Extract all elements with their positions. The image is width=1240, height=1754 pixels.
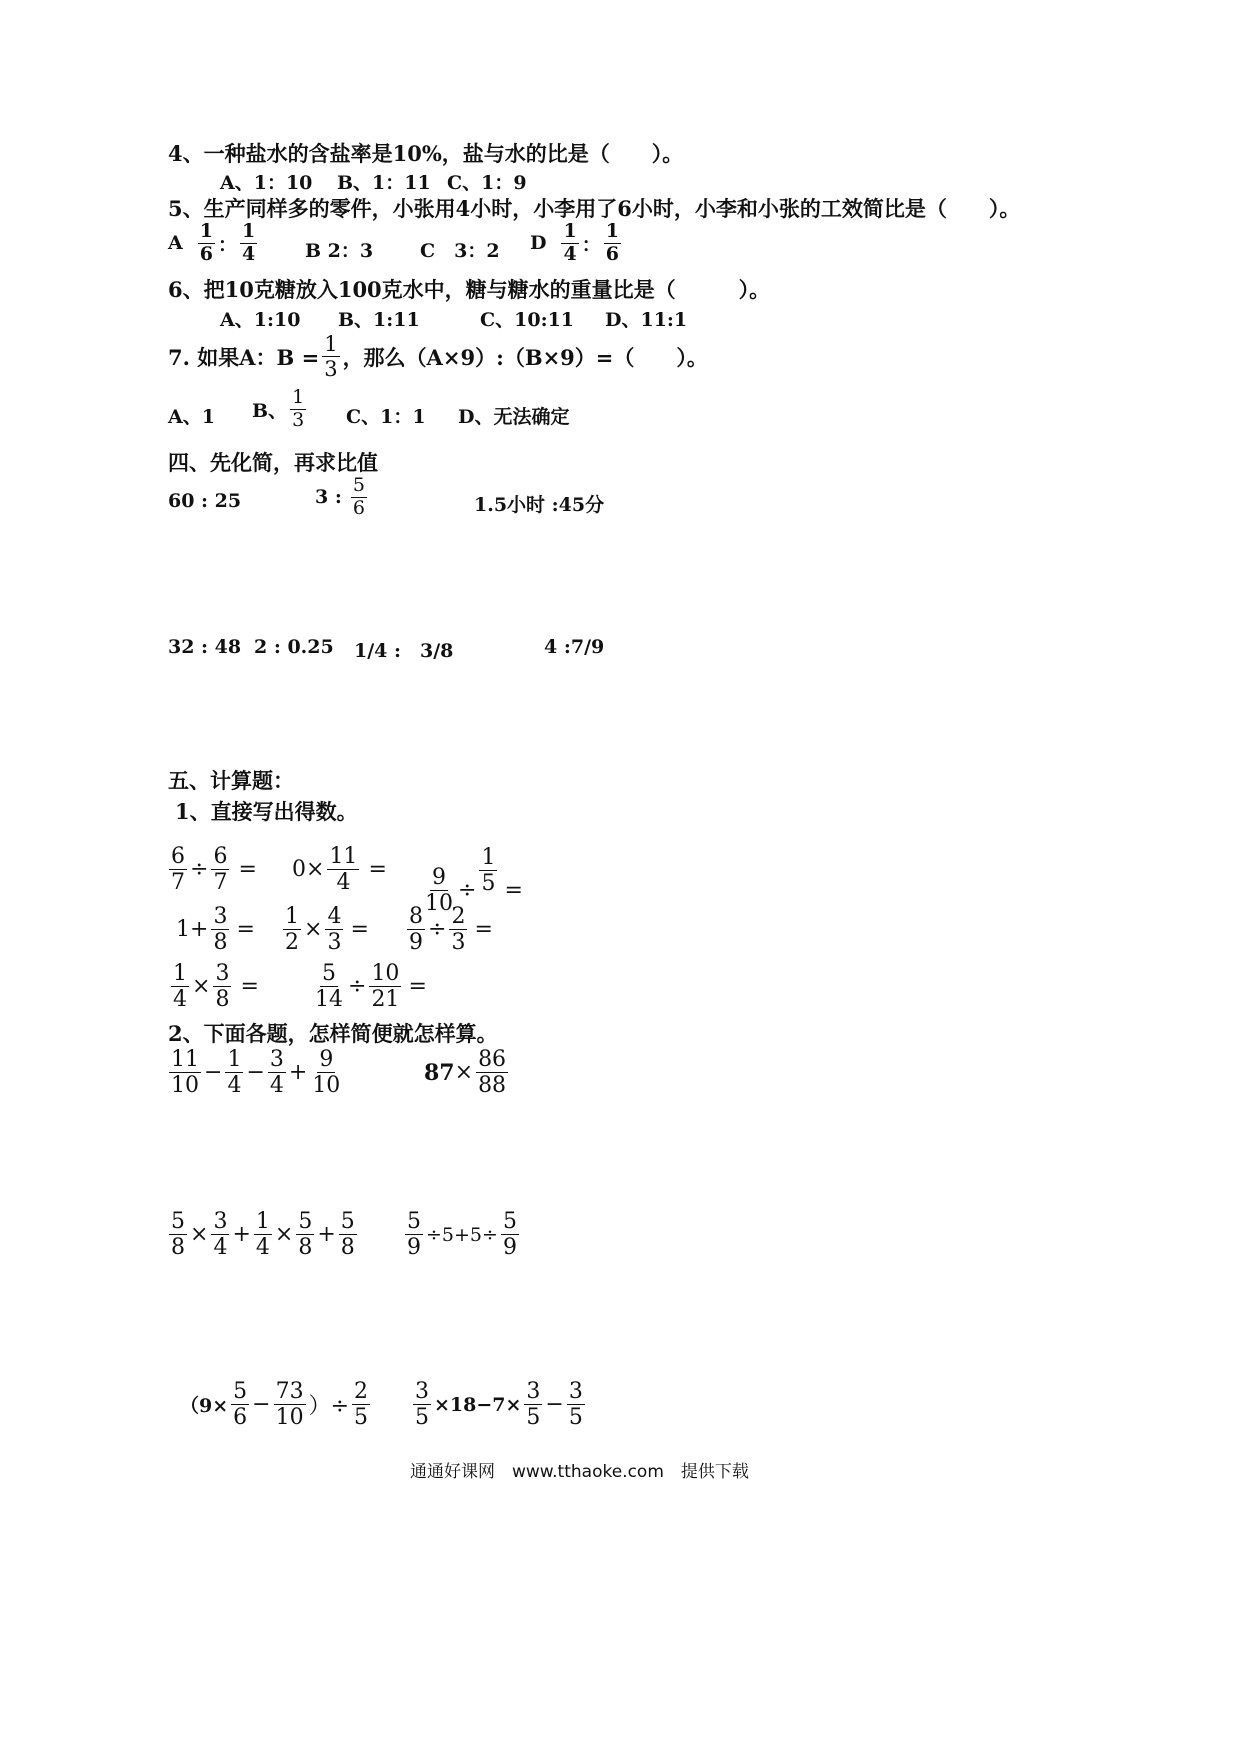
ratio-sign: ： — [217, 233, 237, 256]
fraction: $\frac{5}{8}$ — [298, 1209, 313, 1261]
equals-sign: = — [350, 917, 369, 943]
fraction: $\frac{3}{5}$ — [568, 1379, 583, 1431]
expr-middle: ÷5+5÷ — [426, 1223, 498, 1246]
fraction: $\frac{3}{4}$ — [213, 1209, 228, 1261]
fraction: $\frac{2}{5}$ — [354, 1379, 369, 1431]
ratio-sign: ： — [581, 233, 601, 256]
q7-option-b — [252, 388, 309, 431]
plus-sign: + — [190, 917, 209, 943]
expr-simplify-6 — [410, 1380, 588, 1429]
equals-sign: = — [240, 974, 259, 1000]
expr-9-10-div-1-5 — [420, 826, 523, 915]
expr-middle: ×18−7× — [434, 1393, 522, 1416]
minus-sign: − — [252, 1392, 271, 1418]
fraction: $\frac{3}{8}$ — [213, 904, 228, 956]
fraction: $\frac{1}{3}$ — [292, 386, 305, 431]
q5-option-a — [168, 222, 260, 265]
fraction: $\frac{10}{21}$ — [371, 961, 400, 1013]
fraction: $\frac{1}{4}$ — [255, 1209, 270, 1261]
fraction: $\frac{4}{3}$ — [327, 904, 342, 956]
fraction: $\frac{1}{3}$ — [324, 332, 338, 382]
fraction: $\frac{9}{10}$ — [312, 1047, 341, 1099]
multiply-sign: × — [306, 857, 325, 883]
expr-simplify-4 — [402, 1210, 522, 1259]
fraction: $\frac{6}{7}$ — [213, 844, 228, 896]
fraction: $\frac{1}{2}$ — [285, 904, 299, 956]
q4-text: 4、一种盐水的含盐率是10%，盐与水的比是（ ）。 — [168, 141, 684, 166]
leading-number: 1 — [176, 917, 190, 943]
expr-simplify-5 — [180, 1380, 373, 1429]
leading-number: 87 — [424, 1059, 455, 1086]
expr-simplify-3 — [166, 1210, 360, 1259]
multiply-sign: × — [454, 1060, 474, 1086]
page-footer: 通通好课网 www.tthaoke.com 提供下载 — [410, 1462, 749, 1482]
fraction: $\frac{2}{3}$ — [451, 904, 466, 956]
divide-sign: ÷ — [428, 917, 447, 943]
minus-sign: − — [545, 1392, 564, 1418]
q6-option-a: A、1:10 — [220, 309, 301, 331]
q7-prefix: 7. 如果A：B = — [168, 344, 320, 370]
fraction: $\frac{73}{10}$ — [275, 1379, 304, 1431]
equals-sign: = — [238, 857, 257, 883]
q5-option-a-label: A — [168, 232, 183, 255]
q7-option-d: D、无法确定 — [458, 406, 570, 428]
section5-sub1: 1、直接写出得数。 — [175, 799, 358, 824]
fraction: $\frac{6}{7}$ — [171, 844, 185, 896]
fraction: $\frac{1}{4}$ — [242, 220, 256, 265]
q4-option-a: A、1：10 — [220, 172, 313, 194]
equals-sign: = — [474, 917, 493, 943]
fraction: $\frac{1}{4}$ — [173, 961, 187, 1013]
fraction: $\frac{11}{4}$ — [329, 844, 358, 896]
q6-option-d: D、11:1 — [605, 309, 688, 331]
ratio-prefix: 3 : — [315, 486, 342, 509]
minus-sign: − — [204, 1060, 223, 1086]
expr-open: （9× — [180, 1395, 229, 1418]
fraction: $\frac{9}{10}$ — [425, 865, 453, 917]
expr-close: ）÷ — [308, 1394, 350, 1420]
multiply-sign: × — [304, 917, 323, 943]
fraction: $\frac{5}{8}$ — [171, 1209, 185, 1261]
q5-option-d — [530, 222, 624, 265]
fraction: $\frac{11}{10}$ — [171, 1047, 199, 1099]
fraction: $\frac{86}{88}$ — [478, 1047, 507, 1099]
fraction: $\frac{1}{5}$ — [481, 845, 496, 897]
leading-number: 0 — [292, 857, 306, 883]
expr-1-plus-3-8 — [176, 905, 255, 954]
section4-title: 四、先化简，再求比值 — [168, 450, 378, 475]
q5-option-c: C 3：2 — [420, 240, 500, 262]
multiply-sign: × — [190, 1222, 209, 1248]
q4-option-b: B、1：11 — [337, 172, 431, 194]
plus-sign: + — [288, 1060, 308, 1086]
plus-sign: + — [317, 1222, 336, 1248]
ratio-60-25: 60 : 25 — [168, 490, 242, 512]
q4-option-c: C、1：9 — [447, 172, 527, 194]
divide-sign: ÷ — [348, 974, 367, 1000]
ratio-32-48: 32 : 48 — [168, 636, 242, 658]
q5-option-d-label: D — [530, 232, 547, 255]
expr-1-2-times-4-3 — [280, 905, 369, 954]
equals-sign: = — [236, 917, 255, 943]
divide-sign: ÷ — [190, 857, 209, 883]
multiply-sign: × — [192, 974, 211, 1000]
fraction: $\frac{1}{6}$ — [199, 220, 213, 265]
fraction: $\frac{3}{5}$ — [415, 1379, 429, 1431]
expr-5-14-div-10-21 — [310, 962, 427, 1011]
q7-option-c: C、1：1 — [346, 406, 426, 428]
expr-87-times-86-88 — [424, 1048, 511, 1097]
fraction: $\frac{5}{8}$ — [340, 1209, 355, 1261]
expr-8-9-div-2-3 — [404, 905, 493, 954]
expr-0-times-11-4 — [292, 845, 387, 894]
q7-option-b-label: B、 — [252, 399, 288, 422]
q6-option-b: B、1:11 — [338, 309, 420, 331]
fraction: $\frac{1}{4}$ — [563, 220, 577, 265]
ratio-1-4-3-8: 1/4 : 3/8 — [354, 640, 454, 662]
q6-option-c: C、10:11 — [480, 309, 575, 331]
plus-sign: + — [232, 1222, 251, 1248]
equals-sign: = — [504, 878, 523, 904]
ratio-2-025: 2 : 0.25 — [254, 636, 334, 658]
fraction: $\frac{3}{4}$ — [269, 1047, 284, 1099]
fraction: $\frac{5}{9}$ — [502, 1209, 517, 1261]
ratio-3-5-6 — [315, 476, 370, 519]
section5-title: 五、计算题： — [168, 768, 294, 793]
expr-6-7-div-6-7 — [166, 845, 257, 894]
fraction: $\frac{1}{4}$ — [227, 1047, 242, 1099]
q5-text: 5、生产同样多的零件，小张用4小时，小李用了6小时，小李和小张的工效简比是（ ）。 — [168, 196, 1021, 221]
q5-option-b: B 2：3 — [305, 240, 374, 262]
fraction: $\frac{3}{8}$ — [215, 961, 230, 1013]
ratio-hours-minutes: 1.5小时 :45分 — [474, 494, 605, 516]
equals-sign: = — [408, 974, 427, 1000]
q7-option-a: A、1 — [168, 406, 215, 428]
fraction: $\frac{8}{9}$ — [409, 904, 423, 956]
fraction: $\frac{5}{9}$ — [407, 1209, 421, 1261]
fraction: $\frac{5}{6}$ — [352, 474, 365, 519]
multiply-sign: × — [274, 1222, 294, 1248]
divide-sign: ÷ — [458, 878, 477, 904]
fraction: $\frac{1}{6}$ — [605, 220, 619, 265]
expr-1-4-times-3-8 — [168, 962, 259, 1011]
fraction: $\frac{5}{14}$ — [315, 961, 343, 1013]
ratio-4-7-9: 4 :7/9 — [544, 636, 605, 658]
minus-sign: − — [246, 1060, 265, 1086]
section5-sub2: 2、下面各题，怎样简便就怎样算。 — [168, 1021, 498, 1046]
fraction: $\frac{5}{6}$ — [233, 1379, 248, 1431]
fraction: $\frac{3}{5}$ — [526, 1379, 541, 1431]
q7-suffix: ，那么（A×9）:（B×9）=（ ）。 — [342, 344, 708, 370]
q6-text: 6、把10克糖放入100克水中，糖与糖水的重量比是（ ）。 — [168, 277, 771, 302]
expr-simplify-1 — [166, 1048, 345, 1097]
equals-sign: = — [368, 857, 387, 883]
q7-text — [168, 333, 708, 380]
